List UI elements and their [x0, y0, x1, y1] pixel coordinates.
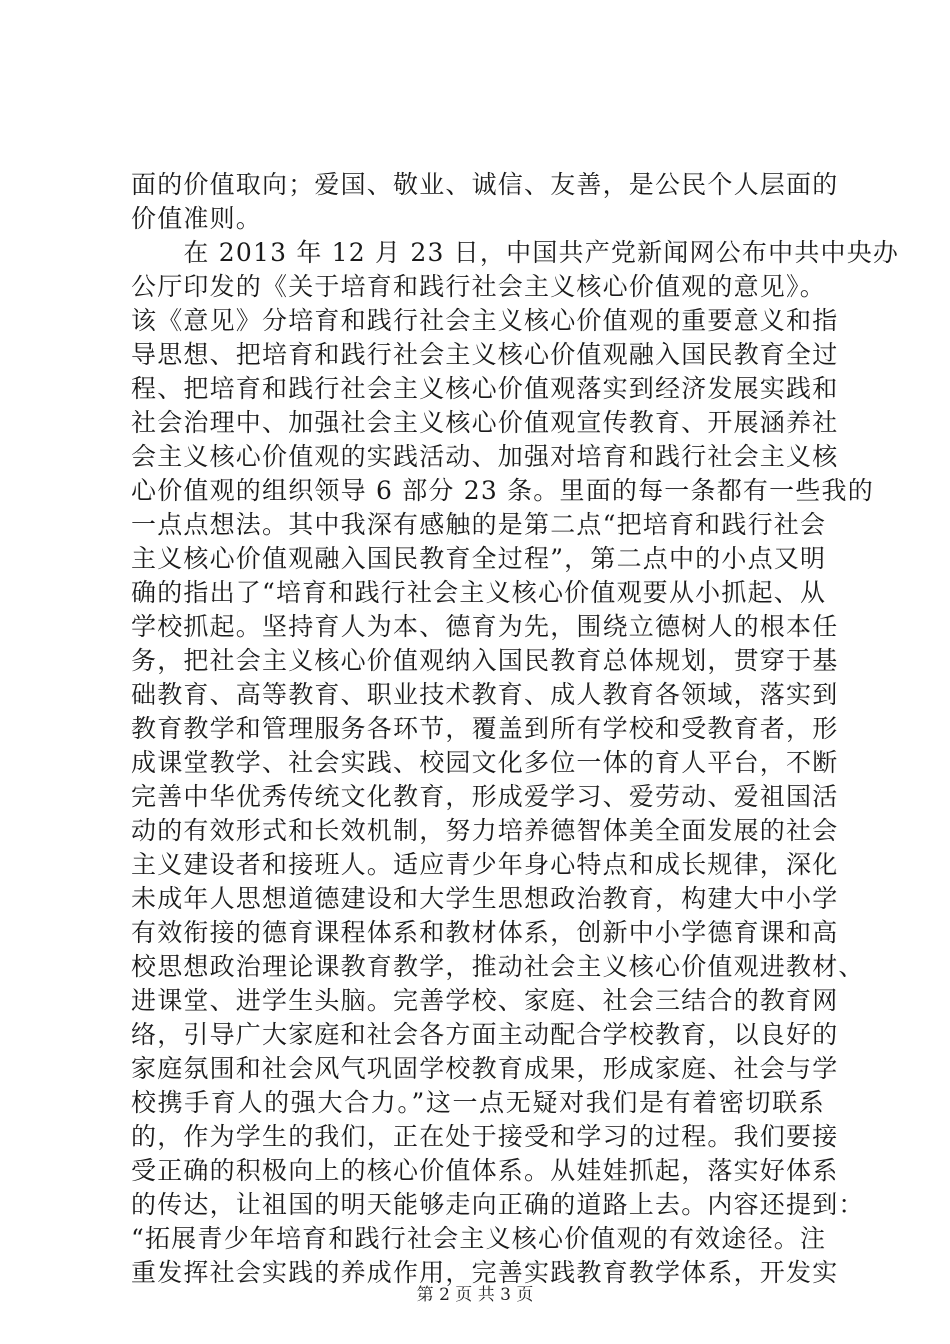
text-line: 未成年人思想道德建设和大学生思想政治教育，构建大中小学 [131, 884, 839, 913]
text-line: 重发挥社会实践的养成作用，完善实践教育教学体系，开发实 [131, 1258, 839, 1287]
text-line: 主义核心价值观融入国民教育全过程”，第二点中的小点又明 [131, 544, 827, 573]
text-line: 进课堂、进学生头脑。完善学校、家庭、社会三结合的教育网 [131, 986, 839, 1015]
text-line: 心价值观的组织领导 6 部分 23 条。里面的每一条都有一些我的 [131, 476, 874, 505]
text-line: 校思想政治理论课教育教学，推动社会主义核心价值观进教材、 [131, 952, 865, 981]
text-line: 有效衔接的德育课程体系和教材体系，创新中小学德育课和高 [131, 918, 839, 947]
text-line: 的传达，让祖国的明天能够走向正确的道路上去。内容还提到： [131, 1190, 865, 1219]
text-line: “拓展青少年培育和践行社会主义核心价值观的有效途径。注 [131, 1224, 827, 1253]
text-line: 学校抓起。坚持育人为本、德育为先，围绕立德树人的根本任 [131, 612, 839, 641]
text-line: 面的价值取向；爱国、敬业、诚信、友善，是公民个人层面的 [131, 170, 839, 199]
text-line: 受正确的积极向上的核心价值体系。从娃娃抓起，落实好体系 [131, 1156, 839, 1185]
text-line: 教育教学和管理服务各环节，覆盖到所有学校和受教育者，形 [131, 714, 839, 743]
text-line: 础教育、高等教育、职业技术教育、成人教育各领域，落实到 [131, 680, 839, 709]
text-line: 会主义核心价值观的实践活动、加强对培育和践行社会主义核 [131, 442, 839, 471]
text-line: 一点点想法。其中我深有感触的是第二点“把培育和践行社会 [131, 510, 827, 539]
text-line: 该《意见》分培育和践行社会主义核心价值观的重要意义和指 [131, 306, 839, 335]
body-text [131, 168, 900, 1290]
text-line: 务，把社会主义核心价值观纳入国民教育总体规划，贯穿于基 [131, 646, 839, 675]
page-number-footer: 第 2 页 共 3 页 [416, 1285, 534, 1305]
text-line: 络，引导广大家庭和社会各方面主动配合学校教育，以良好的 [131, 1020, 839, 1049]
text-line: 确的指出了“培育和践行社会主义核心价值观要从小抓起、从 [131, 578, 827, 607]
text-line: 完善中华优秀传统文化教育，形成爱学习、爱劳动、爱祖国活 [131, 782, 839, 811]
text-line: 公厅印发的《关于培育和践行社会主义核心价值观的意见》。 [131, 272, 826, 301]
text-line: 的，作为学生的我们，正在处于接受和学习的过程。我们要接 [131, 1122, 839, 1151]
text-line: 成课堂教学、社会实践、校园文化多位一体的育人平台，不断 [131, 748, 839, 777]
text-line: 程、把培育和践行社会主义核心价值观落实到经济发展实践和 [131, 374, 839, 403]
text-line: 导思想、把培育和践行社会主义核心价值观融入国民教育全过 [131, 340, 839, 369]
text-line: 主义建设者和接班人。适应青少年身心特点和成长规律，深化 [131, 850, 839, 879]
text-line: 校携手育人的强大合力。”这一点无疑对我们是有着密切联系 [131, 1088, 825, 1117]
text-line: 社会治理中、加强社会主义核心价值观宣传教育、开展涵养社 [131, 408, 839, 437]
text-line: 价值准则。 [131, 204, 263, 233]
text-line: 家庭氛围和社会风气巩固学校教育成果，形成家庭、社会与学 [131, 1054, 839, 1083]
text-line: 动的有效形式和长效机制，努力培养德智体美全面发展的社会 [131, 816, 839, 845]
text-line: 在 2013 年 12 月 23 日，中国共产党新闻网公布中共中央办 [131, 238, 900, 267]
